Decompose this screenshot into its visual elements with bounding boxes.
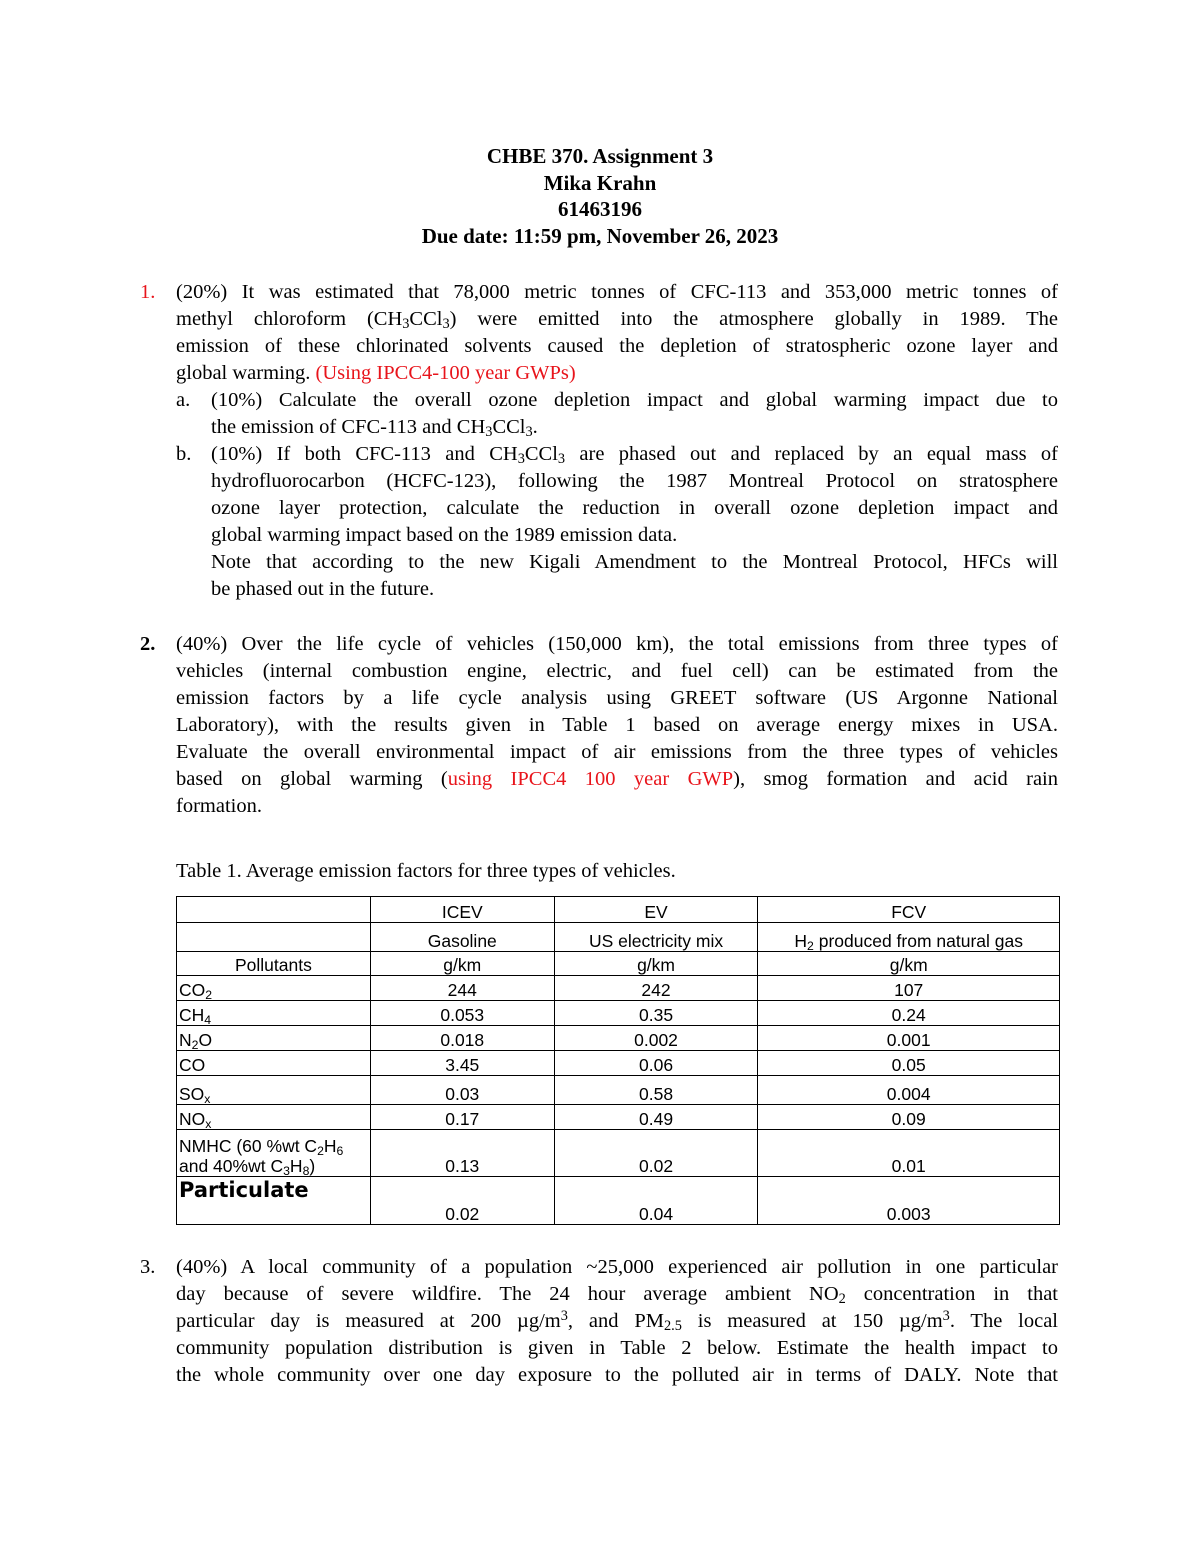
value-cell: 0.17 [370, 1105, 554, 1130]
value-cell: 0.053 [370, 1001, 554, 1026]
pollutant-co: CO [177, 1051, 371, 1076]
student-id: 61463196 [558, 197, 642, 221]
q1b-line: Note that according to the new Kigali Amendment to the Montreal Protocol, HFCs will [211, 551, 1058, 573]
value-cell: 0.13 [370, 1130, 554, 1177]
gwp-note: (Using IPCC4-100 year GWPs) [315, 362, 576, 384]
q3-line: particular day is measured at 200 $\mu g/m^3$, and $PM_{2.5}$ is measured at 150 $\mu g/m^3$. The local [176, 1308, 1059, 1334]
q1b-line: global warming impact based on the 1989 emission data. [211, 524, 678, 546]
q1b-line: ozone layer protection, calculate the reduction in overall ozone depletion impact and [211, 497, 1058, 519]
q1a-line: the emission of CFC-113 and $CH_3CCl_3$. [211, 416, 538, 440]
value-cell: 0.01 [758, 1130, 1060, 1177]
value-cell: 0.35 [554, 1001, 758, 1026]
q2-line: vehicles (internal combustion engine, electric, and fuel cell) can be estimated from the [176, 660, 1058, 682]
q2-line: Laboratory), with the results given in Table 1 based on average energy mixes in USA. [176, 714, 1058, 736]
question-1-number: 1. [140, 281, 156, 303]
q3-line: day because of severe wildfire. The 24 hour average ambient $NO_2$ concentration in that [176, 1283, 1058, 1307]
question-2-number: 2. [140, 633, 156, 655]
table-subheader-row [177, 923, 1060, 952]
value-cell: 3.45 [370, 1051, 554, 1076]
value-cell: 0.004 [758, 1076, 1060, 1105]
q1-line: methyl chloroform $(CH_3CCl_3)$ were emitted into the atmosphere globally in 1989. The [176, 308, 1058, 332]
q1b-line: be phased out in the future. [211, 578, 435, 600]
pollutant-co2: $CO_2$ [177, 976, 371, 1001]
due-date: Due date: 11:59 pm, November 26, 2023 [421, 223, 779, 248]
col-header-icev: ICEV [370, 897, 554, 923]
value-cell: 0.58 [554, 1076, 758, 1105]
value-cell: 0.018 [370, 1026, 554, 1051]
value-cell: 242 [554, 976, 758, 1001]
q1b-label: b. [176, 443, 192, 465]
table-caption: Table 1. Average emission factors for three types of vehicles. [176, 860, 676, 882]
col-sub-ev: US electricity mix [554, 923, 758, 952]
q1-line: global warming. (Using IPCC4-100 year GWPs) [176, 362, 576, 384]
value-cell: 0.24 [758, 1001, 1060, 1026]
value-cell: 0.06 [554, 1051, 758, 1076]
q3-line: (40%) A local community of a population ~25,000 experienced air pollution in one particular [176, 1256, 1058, 1278]
value-cell: 0.02 [554, 1130, 758, 1177]
q2-line: (40%) Over the life cycle of vehicles (150,000 km), the total emissions from three types of [176, 633, 1058, 655]
value-cell: 0.03 [370, 1076, 554, 1105]
col-header-ev: EV [554, 897, 758, 923]
table-header-row [177, 897, 1060, 923]
pollutant-n2o: $N_2O$ [177, 1026, 371, 1051]
question-3-number: 3. [140, 1256, 156, 1278]
value-cell: 244 [370, 976, 554, 1001]
value-cell: 0.09 [758, 1105, 1060, 1130]
q1a-label: a. [176, 389, 191, 411]
question-3 [176, 1254, 1058, 1389]
col-header-fcv: FCV [758, 897, 1060, 923]
question-1 [176, 279, 1058, 387]
value-cell: 0.001 [758, 1026, 1060, 1051]
table-row [177, 1026, 1060, 1051]
table-corner [177, 897, 371, 923]
col-sub-icev: Gasoline [370, 923, 554, 952]
unit-icev: g/km [370, 952, 554, 976]
q2-line: Evaluate the overall environmental impact of air emissions from the three types of vehicles [176, 741, 1058, 763]
value-cell: 107 [758, 976, 1060, 1001]
q1-line: emission of these chlorinated solvents caused the depletion of stratospheric ozone layer and [176, 335, 1058, 357]
question-1b [211, 441, 1058, 603]
col-sub-fcv: $H_2$ produced from natural gas [758, 923, 1060, 952]
pollutant-nmhc: NMHC (60 %wt $C_2H_6$ and 40%wt $C_3H_8$) [177, 1130, 371, 1177]
question-1a [211, 387, 1058, 441]
pollutants-header: Pollutants [177, 952, 371, 976]
table-row [177, 1001, 1060, 1026]
q3-line: community population distribution is given in Table 2 below. Estimate the health impact to [176, 1337, 1058, 1359]
value-cell: 0.05 [758, 1051, 1060, 1076]
value-cell: 0.49 [554, 1105, 758, 1130]
q2-line: emission factors by a life cycle analysis using GREET software (US Argonne National [176, 687, 1058, 709]
value-cell: 0.002 [554, 1026, 758, 1051]
pollutant-nox: $NO_x$ [177, 1105, 371, 1130]
student-name: Mika Krahn [543, 170, 657, 195]
emission-table [176, 896, 1060, 1225]
table-row [177, 1076, 1060, 1105]
document-header [0, 143, 1200, 249]
pollutant-ch4: $CH_4$ [177, 1001, 371, 1026]
q1b-line: hydrofluorocarbon (HCFC-123), following the 1987 Montreal Protocol on stratosphere [211, 470, 1058, 492]
value-cell: 0.04 [554, 1177, 758, 1225]
unit-fcv: g/km [758, 952, 1060, 976]
pollutant-sox: $SO_x$ [177, 1076, 371, 1105]
q3-line: the whole community over one day exposure to the polluted air in terms of DALY. Note that [176, 1364, 1058, 1386]
table-row [177, 1130, 1060, 1177]
value-cell: 0.02 [370, 1177, 554, 1225]
q2-line: based on global warming (using IPCC4 100 year GWP), smog formation and acid rain [176, 768, 1059, 790]
q1-line: (20%) It was estimated that 78,000 metric tonnes of CFC-113 and 353,000 metric tonnes of [176, 281, 1058, 303]
value-cell: 0.003 [758, 1177, 1060, 1225]
q1a-line: (10%) Calculate the overall ozone depletion impact and global warming impact due to [211, 389, 1058, 411]
table-row [177, 1177, 1060, 1225]
question-2 [176, 631, 1058, 820]
course-title: CHBE 370. Assignment 3 [486, 144, 714, 168]
unit-ev: g/km [554, 952, 758, 976]
pollutant-particulate: Particulate [177, 1177, 371, 1225]
q1b-line: (10%) If both CFC-113 and $CH_3CCl_3$ are phased out and replaced by an equal mass of [211, 443, 1058, 467]
table-unit-row [177, 952, 1060, 976]
q2-line: formation. [176, 795, 262, 817]
table-row [177, 1051, 1060, 1076]
table-row [177, 976, 1060, 1001]
table-row [177, 1105, 1060, 1130]
